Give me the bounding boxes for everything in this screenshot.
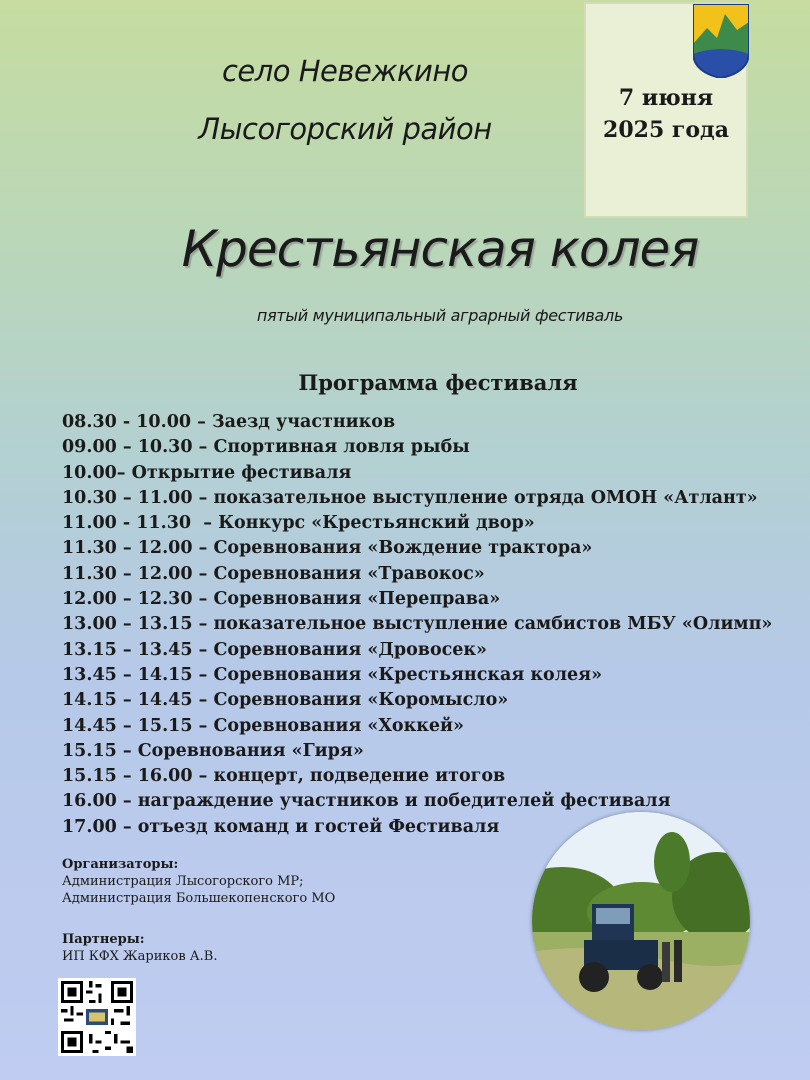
schedule-item: 11.00 - 11.30 – Конкурс «Крестьянский двор» xyxy=(62,513,535,534)
district-name: Лысогорский район xyxy=(198,112,492,146)
village-header xyxy=(180,42,510,158)
schedule-item: 11.30 – 12.00 – Соревнования «Вождение трактора» xyxy=(62,538,593,559)
program-heading: Программа фестиваля xyxy=(298,370,578,395)
schedule-item: 17.00 – отъезд команд и гостей Фестиваля xyxy=(62,816,500,837)
date-box xyxy=(584,2,748,218)
schedule-item: 09.00 – 10.30 – Спортивная ловля рыбы xyxy=(62,437,470,458)
organizers-label: Организаторы: xyxy=(62,857,179,872)
schedule-item: 14.15 – 14.45 – Соревнования «Коромысло» xyxy=(62,690,509,711)
schedule-item: 10.30 – 11.00 – показательное выступление отряда ОМОН «Атлант» xyxy=(62,487,758,508)
schedule-item: 16.00 – награждение участников и победителей фестиваля xyxy=(62,791,671,812)
schedule-item: 12.00 – 12.30 – Соревнования «Переправа» xyxy=(62,589,501,610)
schedule-item: 10.00– Открытие фестиваля xyxy=(62,462,352,483)
festival-subtitle: пятый муниципальный аграрный фестиваль xyxy=(256,306,624,325)
program-schedule xyxy=(62,410,772,840)
partners-block xyxy=(62,931,217,965)
date-year: 2025 года xyxy=(603,117,729,143)
schedule-item: 15.15 – Соревнования «Гиря» xyxy=(62,740,364,761)
festival-date xyxy=(586,82,746,146)
organizer-1: Администрация Лысогорского МР; xyxy=(62,874,304,889)
coat-of-arms-icon xyxy=(693,4,749,78)
partner-1: ИП КФХ Жариков А.В. xyxy=(62,949,218,964)
schedule-item: 08.30 - 10.00 – Заезд участников xyxy=(62,412,396,432)
organizers-block xyxy=(62,856,335,907)
schedule-item: 11.30 – 12.00 – Соревнования «Травокос» xyxy=(62,563,485,584)
schedule-item: 14.45 – 15.15 – Соревнования «Хоккей» xyxy=(62,715,464,736)
tractor-field-photo xyxy=(532,812,750,1030)
schedule-item: 15.15 – 16.00 – концерт, подведение итогов xyxy=(62,766,506,787)
organizer-2: Администрация Большекопенского МО xyxy=(62,891,336,906)
date-day: 7 июня xyxy=(618,85,714,111)
schedule-item: 13.45 – 14.15 – Соревнования «Крестьянская колея» xyxy=(62,664,603,685)
festival-title: Крестьянская колея xyxy=(181,220,699,278)
partners-label: Партнеры: xyxy=(62,932,145,947)
schedule-item: 13.15 – 13.45 – Соревнования «Дровосек» xyxy=(62,639,487,660)
qr-code-icon[interactable] xyxy=(58,978,136,1056)
schedule-item: 13.00 – 13.15 – показательное выступление самбистов МБУ «Олимп» xyxy=(62,614,773,635)
village-name: село Невежкино xyxy=(221,54,469,88)
